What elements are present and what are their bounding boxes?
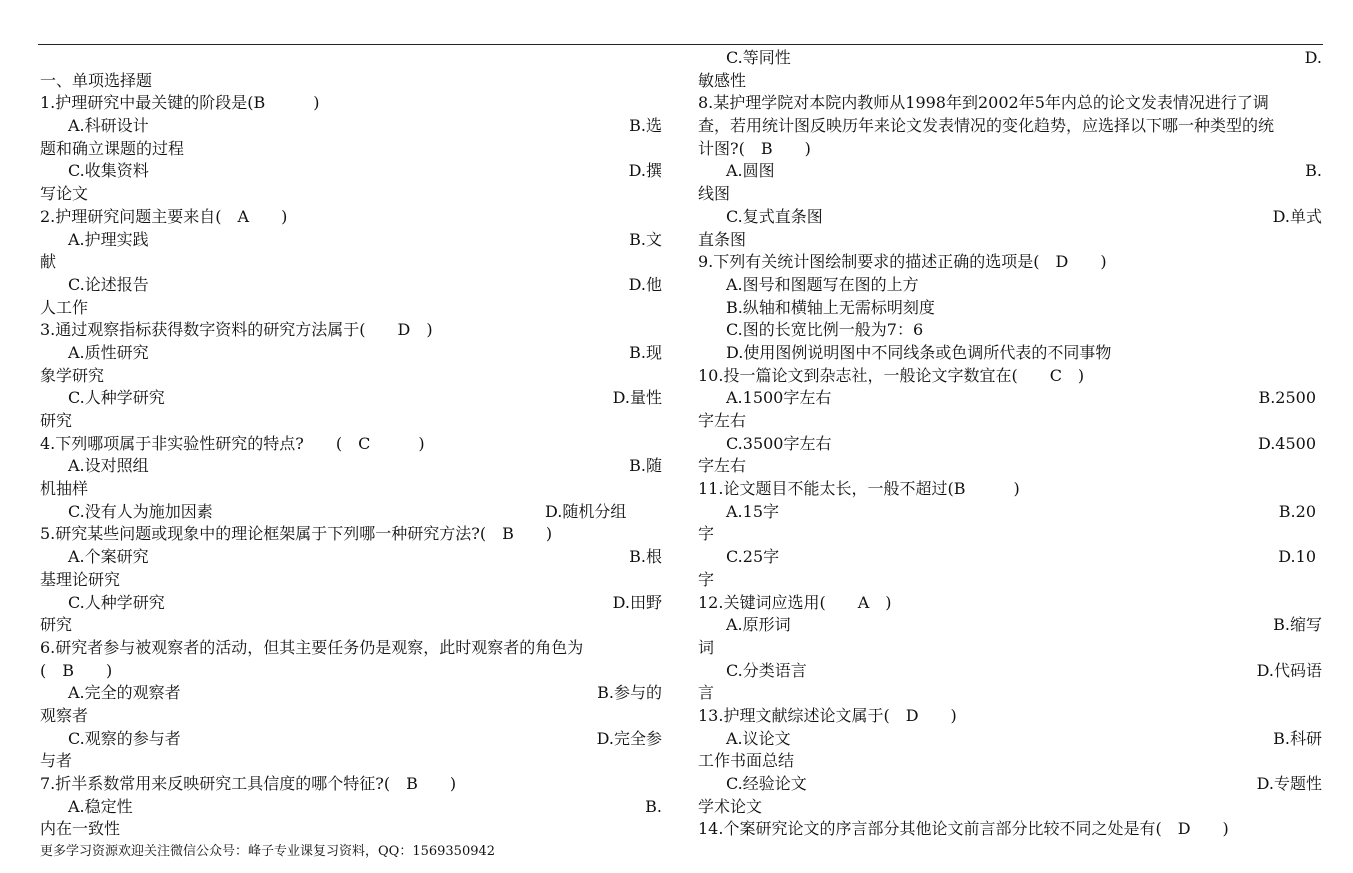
q3-option-c: C.人种学研究 bbox=[68, 388, 165, 408]
q9-option-c: C.图的长宽比例一般为7：6 bbox=[726, 320, 924, 340]
question-4-stem: 4.下列哪项属于非实验性研究的特点? ( C ) bbox=[40, 433, 425, 453]
q10-option-b-cont: 字左右 bbox=[698, 411, 747, 430]
q5-option-d-cont: 研究 bbox=[40, 615, 73, 635]
question-13-stem: 13.护理文献综述论文属于( D ) bbox=[698, 705, 957, 725]
q11-options-ab bbox=[698, 501, 1322, 524]
q12-options-cd bbox=[698, 660, 1322, 683]
q4-option-b: B.随 bbox=[629, 456, 662, 476]
q13-option-d: D.专题性 bbox=[1256, 774, 1322, 793]
q2-option-a: A.护理实践 bbox=[68, 229, 149, 249]
q7-option-b-cont: 内在一致性 bbox=[40, 819, 121, 839]
q4-option-c: C.没有人为施加因素 bbox=[68, 501, 213, 521]
question-1-stem: 1.护理研究中最关键的阶段是(B ) bbox=[40, 93, 320, 113]
right-column bbox=[698, 47, 1322, 841]
question-3-stem: 3.通过观察指标获得数字资料的研究方法属于( D ) bbox=[40, 320, 433, 340]
q13-options-ab bbox=[698, 728, 1322, 751]
q10-option-b: B.2500 bbox=[1258, 388, 1316, 408]
q13-option-b: B.科研 bbox=[1273, 728, 1322, 748]
q5-option-c: C.人种学研究 bbox=[68, 592, 165, 612]
q6-option-b-cont: 观察者 bbox=[40, 705, 89, 725]
q13-option-a: A.议论文 bbox=[726, 728, 791, 748]
blank-line bbox=[40, 47, 662, 70]
q6-option-b: B.参与的 bbox=[597, 683, 662, 703]
q11-option-d-cont: 字 bbox=[698, 569, 715, 589]
section-title: 一、单项选择题 bbox=[40, 70, 153, 90]
q11-option-d: D.10 bbox=[1278, 547, 1316, 567]
q1-option-c: C.收集资料 bbox=[68, 161, 149, 181]
q11-options-cd bbox=[698, 546, 1322, 569]
q2-option-c: C.论述报告 bbox=[68, 274, 149, 294]
q11-option-c: C.25字 bbox=[726, 547, 780, 567]
q2-options-cd bbox=[40, 274, 662, 297]
q13-option-c: C.经验论文 bbox=[726, 774, 807, 793]
header-rule bbox=[38, 44, 1323, 45]
q1-option-d-cont: 写论文 bbox=[40, 184, 89, 204]
q8-options-cd bbox=[698, 206, 1322, 229]
q6-option-d: D.完全参 bbox=[596, 728, 662, 748]
footer-note: 更多学习资源欢迎关注微信公众号：峰子专业课复习资料，QQ：1569350942 bbox=[40, 844, 496, 859]
q2-option-d: D.他 bbox=[628, 274, 662, 294]
q8-option-a: A.圆图 bbox=[726, 161, 775, 181]
q6-options-cd bbox=[40, 728, 662, 751]
question-12-stem: 12.关键词应选用( A ) bbox=[698, 592, 892, 612]
question-8-stem-cont-2: 计图?( B ) bbox=[698, 138, 811, 158]
q11-option-b-cont: 字 bbox=[698, 524, 715, 544]
q9-option-d-line bbox=[698, 342, 1322, 365]
q13-option-d-cont: 学术论文 bbox=[698, 796, 763, 816]
q5-options-ab bbox=[40, 546, 662, 569]
q7-options-cd bbox=[698, 47, 1322, 70]
q9-option-d: D.使用图例说明图中不同线条或色调所代表的不同事物 bbox=[726, 342, 1112, 362]
q5-option-d: D.田野 bbox=[612, 592, 662, 612]
q12-option-d: D.代码语 bbox=[1256, 660, 1322, 680]
q7-options-ab bbox=[40, 796, 662, 819]
q3-option-b-cont: 象学研究 bbox=[40, 365, 105, 385]
q3-option-b: B.现 bbox=[629, 342, 662, 362]
q1-option-b-cont: 题和确立课题的过程 bbox=[40, 138, 185, 158]
q9-option-b: B.纵轴和横轴上无需标明刻度 bbox=[726, 297, 935, 317]
q4-options-ab bbox=[40, 455, 662, 478]
q2-option-b-cont: 献 bbox=[40, 252, 57, 272]
q13-options-cd bbox=[698, 773, 1322, 796]
q8-option-b-cont: 线图 bbox=[698, 184, 731, 204]
question-2-stem: 2.护理研究问题主要来自( A ) bbox=[40, 206, 288, 226]
q9-option-b-line bbox=[698, 297, 1322, 320]
q12-option-d-cont: 言 bbox=[698, 683, 715, 703]
q3-option-a: A.质性研究 bbox=[68, 342, 149, 362]
q9-option-a: A.图号和图题写在图的上方 bbox=[726, 274, 919, 294]
q1-options-ab bbox=[40, 115, 662, 138]
question-9-stem: 9.下列有关统计图绘制要求的描述正确的选项是( D ) bbox=[698, 252, 1107, 272]
q4-option-a: A.设对照组 bbox=[68, 456, 149, 476]
q3-option-d: D.量性 bbox=[612, 388, 662, 408]
question-14-stem: 14.个案研究论文的序言部分其他论文前言部分比较不同之处是有( D ) bbox=[698, 819, 1229, 839]
left-column bbox=[40, 47, 662, 841]
q10-option-c: C.3500字左右 bbox=[726, 433, 832, 453]
q7-option-c: C.等同性 bbox=[726, 48, 791, 67]
q1-option-d: D.撰 bbox=[628, 161, 662, 181]
q4-option-b-cont: 机抽样 bbox=[40, 479, 89, 499]
question-5-stem: 5.研究某些问题或现象中的理论框架属于下列哪一种研究方法?( B ) bbox=[40, 524, 553, 544]
q3-option-d-cont: 研究 bbox=[40, 411, 73, 430]
q9-option-c-line bbox=[698, 319, 1322, 342]
q10-options-cd bbox=[698, 433, 1322, 456]
q5-option-b-cont: 基理论研究 bbox=[40, 569, 121, 589]
q2-options-ab bbox=[40, 229, 662, 252]
q5-options-cd bbox=[40, 592, 662, 615]
q8-option-c: C.复式直条图 bbox=[726, 206, 823, 226]
q4-options-cd bbox=[40, 501, 662, 524]
q11-option-b: B.20 bbox=[1278, 501, 1316, 521]
q12-options-ab bbox=[698, 614, 1322, 637]
q12-option-a: A.原形词 bbox=[726, 615, 791, 635]
q10-option-a: A.1500字左右 bbox=[726, 388, 832, 408]
q12-option-c: C.分类语言 bbox=[726, 660, 807, 680]
q5-option-b: B.根 bbox=[629, 547, 662, 567]
q11-option-a: A.15字 bbox=[726, 501, 780, 521]
q2-option-d-cont: 人工作 bbox=[40, 297, 89, 317]
q1-options-cd bbox=[40, 160, 662, 183]
q3-options-cd bbox=[40, 387, 662, 410]
question-10-stem: 10.投一篇论文到杂志社，一般论文字数宜在( C ) bbox=[698, 365, 1085, 385]
question-11-stem: 11.论文题目不能太长，一般不超过(B ) bbox=[698, 479, 1020, 499]
q8-option-d-cont: 直条图 bbox=[698, 229, 747, 249]
question-7-stem: 7.折半系数常用来反映研究工具信度的哪个特征?( B ) bbox=[40, 774, 457, 793]
q7-option-b: B. bbox=[645, 796, 662, 816]
q6-option-d-cont: 与者 bbox=[40, 751, 73, 771]
q8-option-d: D.单式 bbox=[1272, 206, 1322, 226]
q10-options-ab bbox=[698, 387, 1322, 410]
q13-option-b-cont: 工作书面总结 bbox=[698, 751, 795, 771]
q6-option-a: A.完全的观察者 bbox=[68, 683, 181, 703]
q7-option-a: A.稳定性 bbox=[68, 796, 133, 816]
q10-option-d-cont: 字左右 bbox=[698, 456, 747, 476]
q6-options-ab bbox=[40, 682, 662, 705]
q3-options-ab bbox=[40, 342, 662, 365]
q5-option-a: A.个案研究 bbox=[68, 547, 149, 567]
q1-option-b: B.选 bbox=[629, 116, 662, 136]
q7-option-d: D. bbox=[1304, 48, 1322, 67]
question-6-stem: 6.研究者参与被观察者的活动，但其主要任务仍是观察，此时观察者的角色为 bbox=[40, 637, 584, 657]
question-6-stem-cont: ( B ) bbox=[40, 660, 113, 680]
q8-option-b: B. bbox=[1305, 161, 1322, 181]
q10-option-d: D.4500 bbox=[1257, 433, 1316, 453]
q4-option-d: D.随机分组 bbox=[545, 501, 627, 521]
question-8-stem: 8.某护理学院对本院内教师从1998年到2002年5年内总的论文发表情况进行了调 bbox=[698, 93, 1269, 113]
q1-option-a: A.科研设计 bbox=[68, 116, 149, 136]
question-8-stem-cont: 查，若用统计图反映历年来论文发表情况的变化趋势，应选择以下哪一种类型的统 bbox=[698, 116, 1275, 136]
q8-options-ab bbox=[698, 160, 1322, 183]
q7-option-d-cont: 敏感性 bbox=[698, 70, 747, 90]
q6-option-c: C.观察的参与者 bbox=[68, 728, 181, 748]
q2-option-b: B.文 bbox=[629, 229, 662, 249]
q12-option-b: B.缩写 bbox=[1273, 615, 1322, 635]
q12-option-b-cont: 词 bbox=[698, 637, 715, 657]
q9-option-a-line bbox=[698, 274, 1322, 297]
